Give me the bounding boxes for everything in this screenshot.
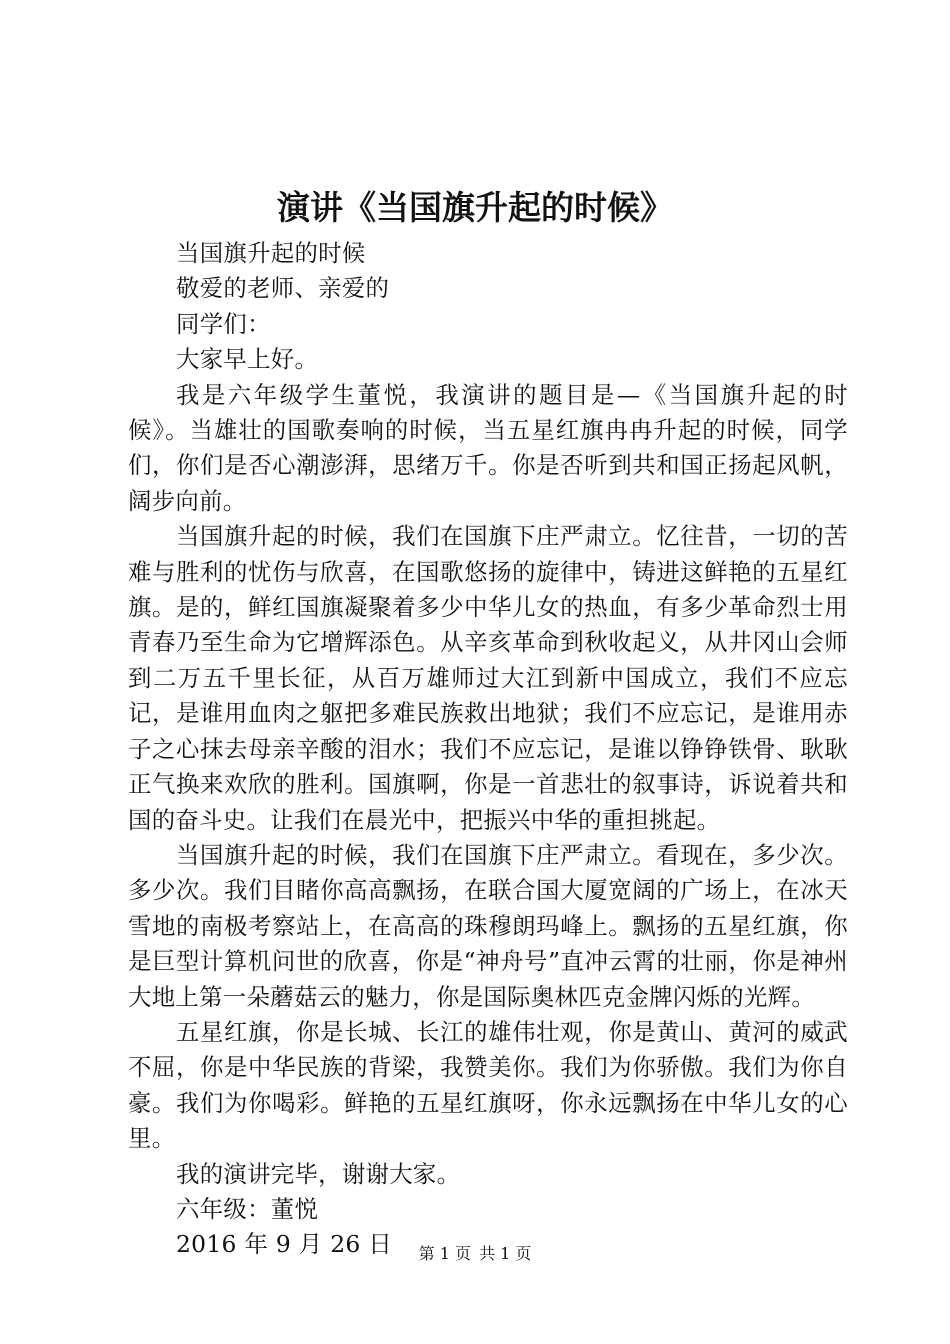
date-line: 2016 年 9 月 26 日 [176,1230,393,1259]
page-footer [0,1242,950,1266]
document-title: 演讲《当国旗升起的时候》 [277,188,673,227]
body-paragraph: 五星红旗，你是长城、长江的雄伟壮观，你是黄山、黄河的威武不屈，你是中华民族的背梁，我赞美你。我们为你骄傲。我们为你自豪。我们为你喝彩。鲜艳的五星红旗呀，你永远飘扬在中华儿女的心里。 [128,1017,848,1153]
document-body [128,236,848,1263]
salutation-line: 敬爱的老师、亲爱的 [176,274,390,303]
salutation-line: 同学们： [176,309,271,338]
page-total: 共 1 页 [479,1244,532,1263]
body-paragraph: 当国旗升起的时候，我们在国旗下庄严肃立。看现在，多少次。多少次。我们目睹你高高飘扬，在联合国大厦宽阔的广场上，在冰天雪地的南极考察站上，在高高的珠穆朗玛峰上。飘扬的五星红旗，你是巨型计算机问世的欣喜，你是“神舟号”直冲云霄的壮丽，你是神州大地上第一朵蘑菇云的魅力，你是国际奥林匹克金牌闪烁的光辉。 [128,840,848,1011]
page-number: 第 1 页 [418,1244,471,1263]
body-paragraph: 当国旗升起的时候，我们在国旗下庄严肃立。忆往昔，一切的苦难与胜利的忧伤与欣喜，在国歌悠扬的旋律中，铸进这鲜艳的五星红旗。是的，鲜红国旗凝聚着多少中华儿女的热血，有多少革命烈士用青春乃至生命为它增辉添色。从辛亥革命到秋收起义，从井冈山会师到二万五千里长征，从百万雄师过大江到新中国成立，我们不应忘记，是谁用血肉之躯把多难民族救出地狱；我们不应忘记，是谁用赤子之心抹去母亲辛酸的泪水；我们不应忘记，是谁以铮铮铁骨、耿耿正气换来欢欣的胜利。国旗啊，你是一首悲壮的叙事诗，诉说着共和国的奋斗史。让我们在晨光中，把振兴中华的重担挑起。 [128,522,848,834]
greeting-line: 大家早上好。 [176,345,319,374]
body-paragraph: 我是六年级学生董悦，我演讲的题目是—《当国旗升起的时候》。当雄壮的国歌奏响的时候，当五星红旗冉冉升起的时候，同学们，你们是否心潮澎湃，思绪万千。你是否听到共和国正扬起风帆，阔步向前。 [128,380,848,515]
signature-line: 六年级：董悦 [176,1194,319,1223]
speech-heading: 当国旗升起的时候 [176,239,366,267]
closing-line: 我的演讲完毕，谢谢大家。 [176,1159,461,1188]
